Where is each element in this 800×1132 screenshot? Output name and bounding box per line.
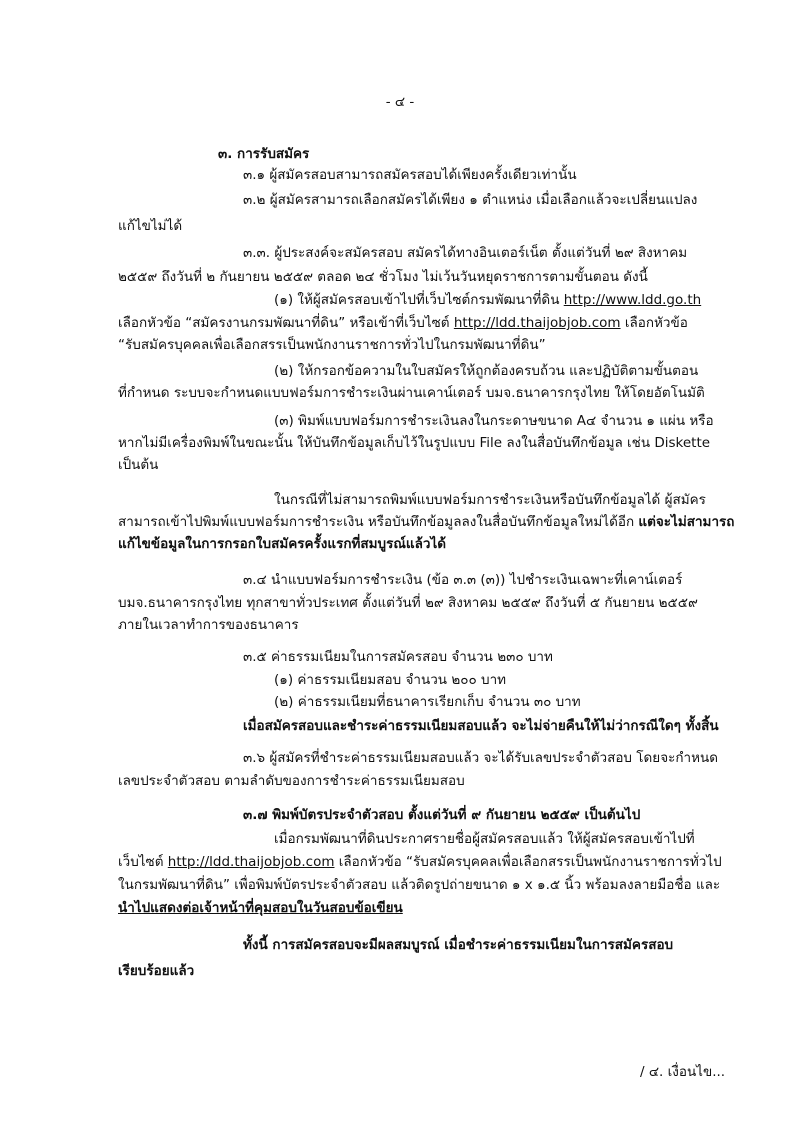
item-3-7-line3: ในกรมพัฒนาที่ดิน” เพื่อพิมพ์บัตรประจำตัวสอบ แล้วติดรูปถ่ายขนาด ๑ x ๑.๕ นิ้ว พร้อมลงลายมือชื่อ และ (118, 877, 721, 893)
step-1-line2 (118, 314, 688, 332)
item-3-5-no-refund: เมื่อสมัครสอบและชำระค่าธรรมเนียมสอบแล้ว จะไม่จ่ายคืนให้ไม่ว่ากรณีใดๆ ทั้งสิ้น (243, 718, 719, 734)
final-note-line2: เรียบร้อยแล้ว (118, 963, 195, 979)
item-3-6-line2: เลขประจำตัวสอบ ตามลำดับของการชำระค่าธรรมเนียมสอบ (118, 773, 465, 789)
item-3-7-line2-tail: เลือกหัวข้อ “รับสมัครบุคคลเพื่อเลือกสรรเป็นพนักงานราชการทั่วไป (338, 854, 722, 870)
thaijobjob-link[interactable]: http://ldd.thaijobjob.com (453, 315, 621, 331)
item-3-5: ๓.๕ ค่าธรรมเนียมในการสมัครสอบ จำนวน ๒๓๐ บาท (243, 649, 553, 665)
step-3-line2: หากไม่มีเครื่องพิมพ์ในขณะนั้น ให้บันทึกข้อมูลเก็บไว้ในรูปแบบ File ลงในสื่อบันทึกข้อมูล เช่น Diskette (118, 435, 711, 451)
step-1-text: (๑) ให้ผู้สมัครสอบเข้าไปที่เว็บไซต์กรมพัฒนาที่ดิน (274, 292, 560, 308)
step-3-line3: เป็นต้น (118, 457, 159, 473)
step-2-line2: ที่กำหนด ระบบจะกำหนดแบบฟอร์มการชำระเงินผ่านเคาน์เตอร์ บมจ.ธนาคารกรุงไทย ให้โดยอัตโนมัติ (118, 385, 705, 401)
final-note-line1: ทั้งนี้ การสมัครสอบจะมีผลสมบูรณ์ เมื่อชำระค่าธรรมเนียมในการสมัครสอบ (243, 937, 674, 953)
item-3-4-line3: ภายในเวลาทำการของธนาคาร (118, 617, 299, 633)
item-3-7-line4: นำไปแสดงต่อเจ้าหน้าที่คุมสอบในวันสอบข้อเขียน (118, 900, 403, 916)
note-line2-text: สามารถเข้าไปพิมพ์แบบฟอร์มการชำระเงิน หรือบันทึกข้อมูลลงในสื่อบันทึกข้อมูลใหม่ได้อีก (118, 514, 635, 530)
section-heading: ๓. การรับสมัคร (218, 146, 310, 162)
item-3-7-line2 (118, 853, 722, 871)
item-3-4-line2: บมจ.ธนาคารกรุงไทย ทุกสาขาทั่วประเทศ ตั้งแต่วันที่ ๒๙ สิงหาคม ๒๕๕๙ ถึงวันที่ ๕ กันยายน ๒๕๕๙ (118, 595, 698, 611)
item-3-3-line2: ๒๕๕๙ ถึงวันที่ ๒ กันยายน ๒๕๕๙ ตลอด ๒๔ ชั่วโมง ไม่เว้นวันหยุดราชการตามขั้นตอน ดังนี้ (118, 269, 648, 285)
note-line2-bold: แต่จะไม่สามารถ (638, 514, 735, 530)
step-3-line1: (๓) พิมพ์แบบฟอร์มการชำระเงินลงในกระดาษขนาด A๔ จำนวน ๑ แผ่น หรือ (274, 413, 714, 429)
item-3-2-line2: แก้ไขไม่ได้ (118, 218, 183, 234)
note-line2 (118, 513, 734, 531)
step-2-line1: (๒) ให้กรอกข้อความในใบสมัครให้ถูกต้องครบถ้วน และปฏิบัติตามขั้นตอน (274, 363, 699, 379)
thaijobjob-link-2[interactable]: http://ldd.thaijobjob.com (167, 854, 335, 870)
step-1-line1 (274, 291, 701, 309)
item-3-3-line1: ๓.๓. ผู้ประสงค์จะสมัครสอบ สมัครได้ทางอินเตอร์เน็ต ตั้งแต่วันที่ ๒๙ สิงหาคม (243, 245, 688, 261)
item-3-5-fee-2: (๒) ค่าธรรมเนียมที่ธนาคารเรียกเก็บ จำนวน ๓๐ บาท (274, 694, 581, 710)
item-3-7-heading: ๓.๗ พิมพ์บัตรประจำตัวสอบ ตั้งแต่วันที่ ๙ กันยายน ๒๕๕๙ เป็นต้นไป (243, 807, 641, 823)
item-3-6-line1: ๓.๖ ผู้สมัครที่ชำระค่าธรรมเนียมสอบแล้ว จะได้รับเลขประจำตัวสอบ โดยจะกำหนด (243, 750, 719, 766)
ldd-website-link[interactable]: http://www.ldd.go.th (563, 292, 702, 308)
note-line1: ในกรณีที่ไม่สามารถพิมพ์แบบฟอร์มการชำระเงินหรือบันทึกข้อมูลได้ ผู้สมัคร (274, 492, 706, 508)
item-3-7-line1: เมื่อกรมพัฒนาที่ดินประกาศรายชื่อผู้สมัครสอบแล้ว ให้ผู้สมัครสอบเข้าไปที่ (274, 831, 695, 847)
item-3-4-line1: ๓.๔ นำแบบฟอร์มการชำระเงิน (ข้อ ๓.๓ (๓)) ไปชำระเงินเฉพาะที่เคาน์เตอร์ (243, 572, 683, 588)
item-3-1: ๓.๑ ผู้สมัครสอบสามารถสมัครสอบได้เพียงครั้งเดียวเท่านั้น (243, 167, 577, 183)
item-3-7-line2-text: เว็บไซต์ (118, 854, 164, 870)
page-number: - ๔ - (385, 94, 415, 110)
item-3-2-line1: ๓.๒ ผู้สมัครสามารถเลือกสมัครได้เพียง ๑ ตำแหน่ง เมื่อเลือกแล้วจะเปลี่ยนแปลง (243, 192, 698, 208)
step-1-line2-tail: เลือกหัวข้อ (624, 315, 688, 331)
step-1-line3: “รับสมัครบุคคลเพื่อเลือกสรรเป็นพนักงานราชการทั่วไปในกรมพัฒนาที่ดิน” (118, 337, 546, 353)
step-1-line2-text: เลือกหัวข้อ “สมัครงานกรมพัฒนาที่ดิน” หรือเข้าที่เว็บไซต์ (118, 315, 450, 331)
continuation-marker: / ๔. เงื่อนไข... (640, 1064, 726, 1080)
item-3-5-fee-1: (๑) ค่าธรรมเนียมสอบ จำนวน ๒๐๐ บาท (274, 672, 507, 688)
note-line3: แก้ไขข้อมูลในการกรอกใบสมัครครั้งแรกที่สมบูรณ์แล้วได้ (118, 536, 447, 552)
